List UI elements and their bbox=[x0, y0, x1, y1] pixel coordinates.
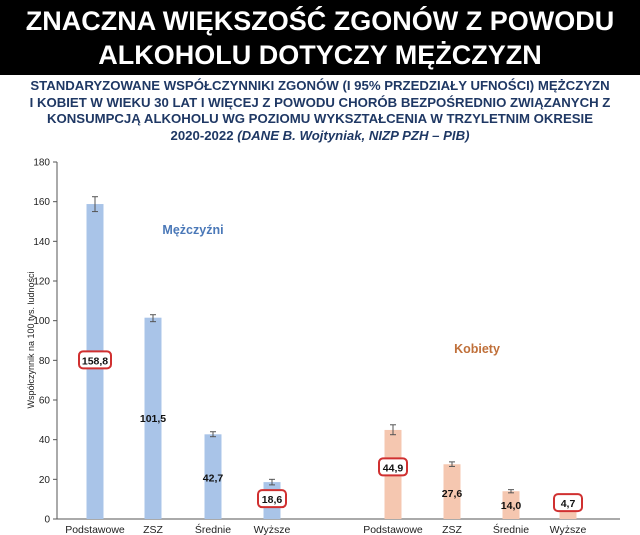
y-tick-label: 0 bbox=[44, 514, 50, 526]
y-tick-label: 160 bbox=[33, 197, 50, 209]
data-label: 14,0 bbox=[500, 500, 522, 513]
y-tick-label: 180 bbox=[33, 157, 50, 169]
series-label-men: Mężczyźni bbox=[162, 223, 224, 237]
data-label: 158,8 bbox=[81, 355, 109, 368]
y-tick-label: 120 bbox=[33, 276, 50, 288]
x-tick-label: Podstawowe bbox=[65, 524, 125, 535]
headline-line-1: ZNACZNA WIĘKSZOŚĆ ZGONÓW Z POWODU bbox=[25, 6, 615, 36]
x-tick-label: Wyższe bbox=[253, 524, 291, 535]
data-label: 42,7 bbox=[202, 472, 224, 485]
subtitle-source: (DANE B. Wojtyniak, NIZP PZH – PIB) bbox=[237, 127, 470, 143]
data-label: 4,7 bbox=[560, 498, 576, 511]
y-tick-label: 80 bbox=[38, 355, 50, 367]
y-tick-label: 20 bbox=[38, 474, 50, 486]
x-tick-label: Wyższe bbox=[549, 524, 587, 535]
data-label: 27,6 bbox=[441, 488, 463, 501]
x-tick-label: ZSZ bbox=[143, 524, 163, 535]
y-tick-label: 140 bbox=[33, 236, 50, 248]
y-axis-title: Współczynnik na 100 tys. ludności bbox=[26, 271, 36, 409]
y-tick-label: 40 bbox=[38, 435, 50, 447]
subtitle-line-3: KONSUMPCJĄ ALKOHOLU WG POZIOMU WYKSZTAŁCENIA W TRZYLETNIM OKRESIE bbox=[46, 111, 594, 126]
subtitle-line-2: I KOBIET W WIEKU 30 LAT I WIĘCEJ Z POWODU CHORÓB BEZPOŚREDNIO ZWIĄZANYCH Z bbox=[29, 94, 611, 110]
x-tick-label: Średnie bbox=[194, 524, 232, 535]
x-tick-label: Podstawowe bbox=[363, 524, 423, 535]
subtitle-line-1: STANDARYZOWANE WSPÓŁCZYNNIKI ZGONÓW (I 95% PRZEDZIAŁY UFNOŚCI) MĘŻCZYZN bbox=[30, 78, 610, 93]
data-label: 44,9 bbox=[382, 462, 404, 475]
x-tick-label: ZSZ bbox=[442, 524, 462, 535]
headline-line-2: ALKOHOLU DOTYCZY MĘŻCZYZN bbox=[98, 40, 542, 70]
y-tick-label: 60 bbox=[38, 395, 50, 407]
x-tick-label: Średnie bbox=[492, 524, 530, 535]
subtitle-period: 2020-2022 bbox=[170, 127, 234, 143]
series-label-women: Kobiety bbox=[454, 342, 500, 356]
data-label: 101,5 bbox=[139, 412, 167, 425]
data-label: 18,6 bbox=[261, 494, 283, 507]
y-tick-label: 100 bbox=[33, 316, 50, 328]
